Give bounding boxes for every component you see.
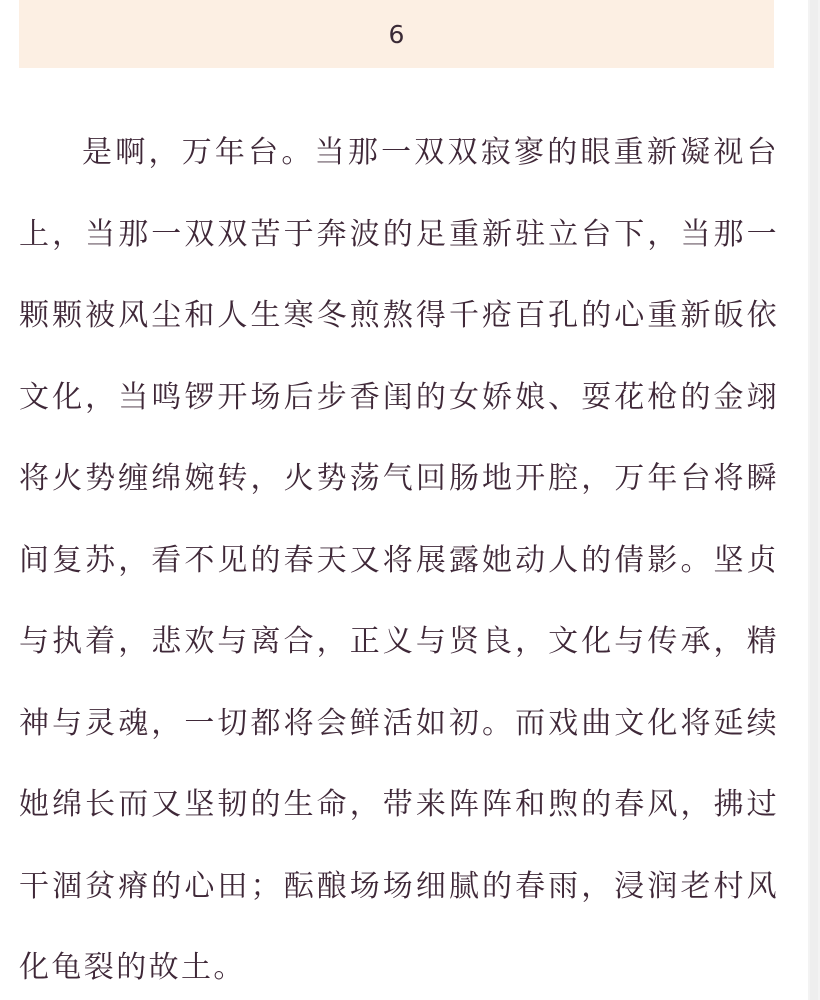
section-number: 6 [388, 19, 405, 49]
section-header [19, 0, 774, 68]
article-paragraph: 是啊，万年台。当那一双双寂寥的眼重新凝视台上，当那一双双苦于奔波的足重新驻立台下，当那一颗颗被风尘和人生寒冬煎熬得千疮百孔的心重新皈依文化，当鸣锣开场后步香闺的女娇娘、耍花枪的金翊将火势缠绵婉转，火势荡气回肠地开腔，万年台将瞬间复苏，看不见的春天又将展露她动人的倩影。坚贞与执着，悲欢与离合，正义与贤良，文化与传承，精神与灵魂，一切都将会鲜活如初。而戏曲文化将延续她绵长而又坚韧的生命，带来阵阵和煦的春风，拂过干涸贫瘠的心田；酝酿场场细腻的春雨，浸润老村风化龟裂的故土。 [19, 135, 779, 985]
scrollbar-thumb[interactable] [810, 0, 818, 1000]
article-body [19, 112, 779, 1000]
